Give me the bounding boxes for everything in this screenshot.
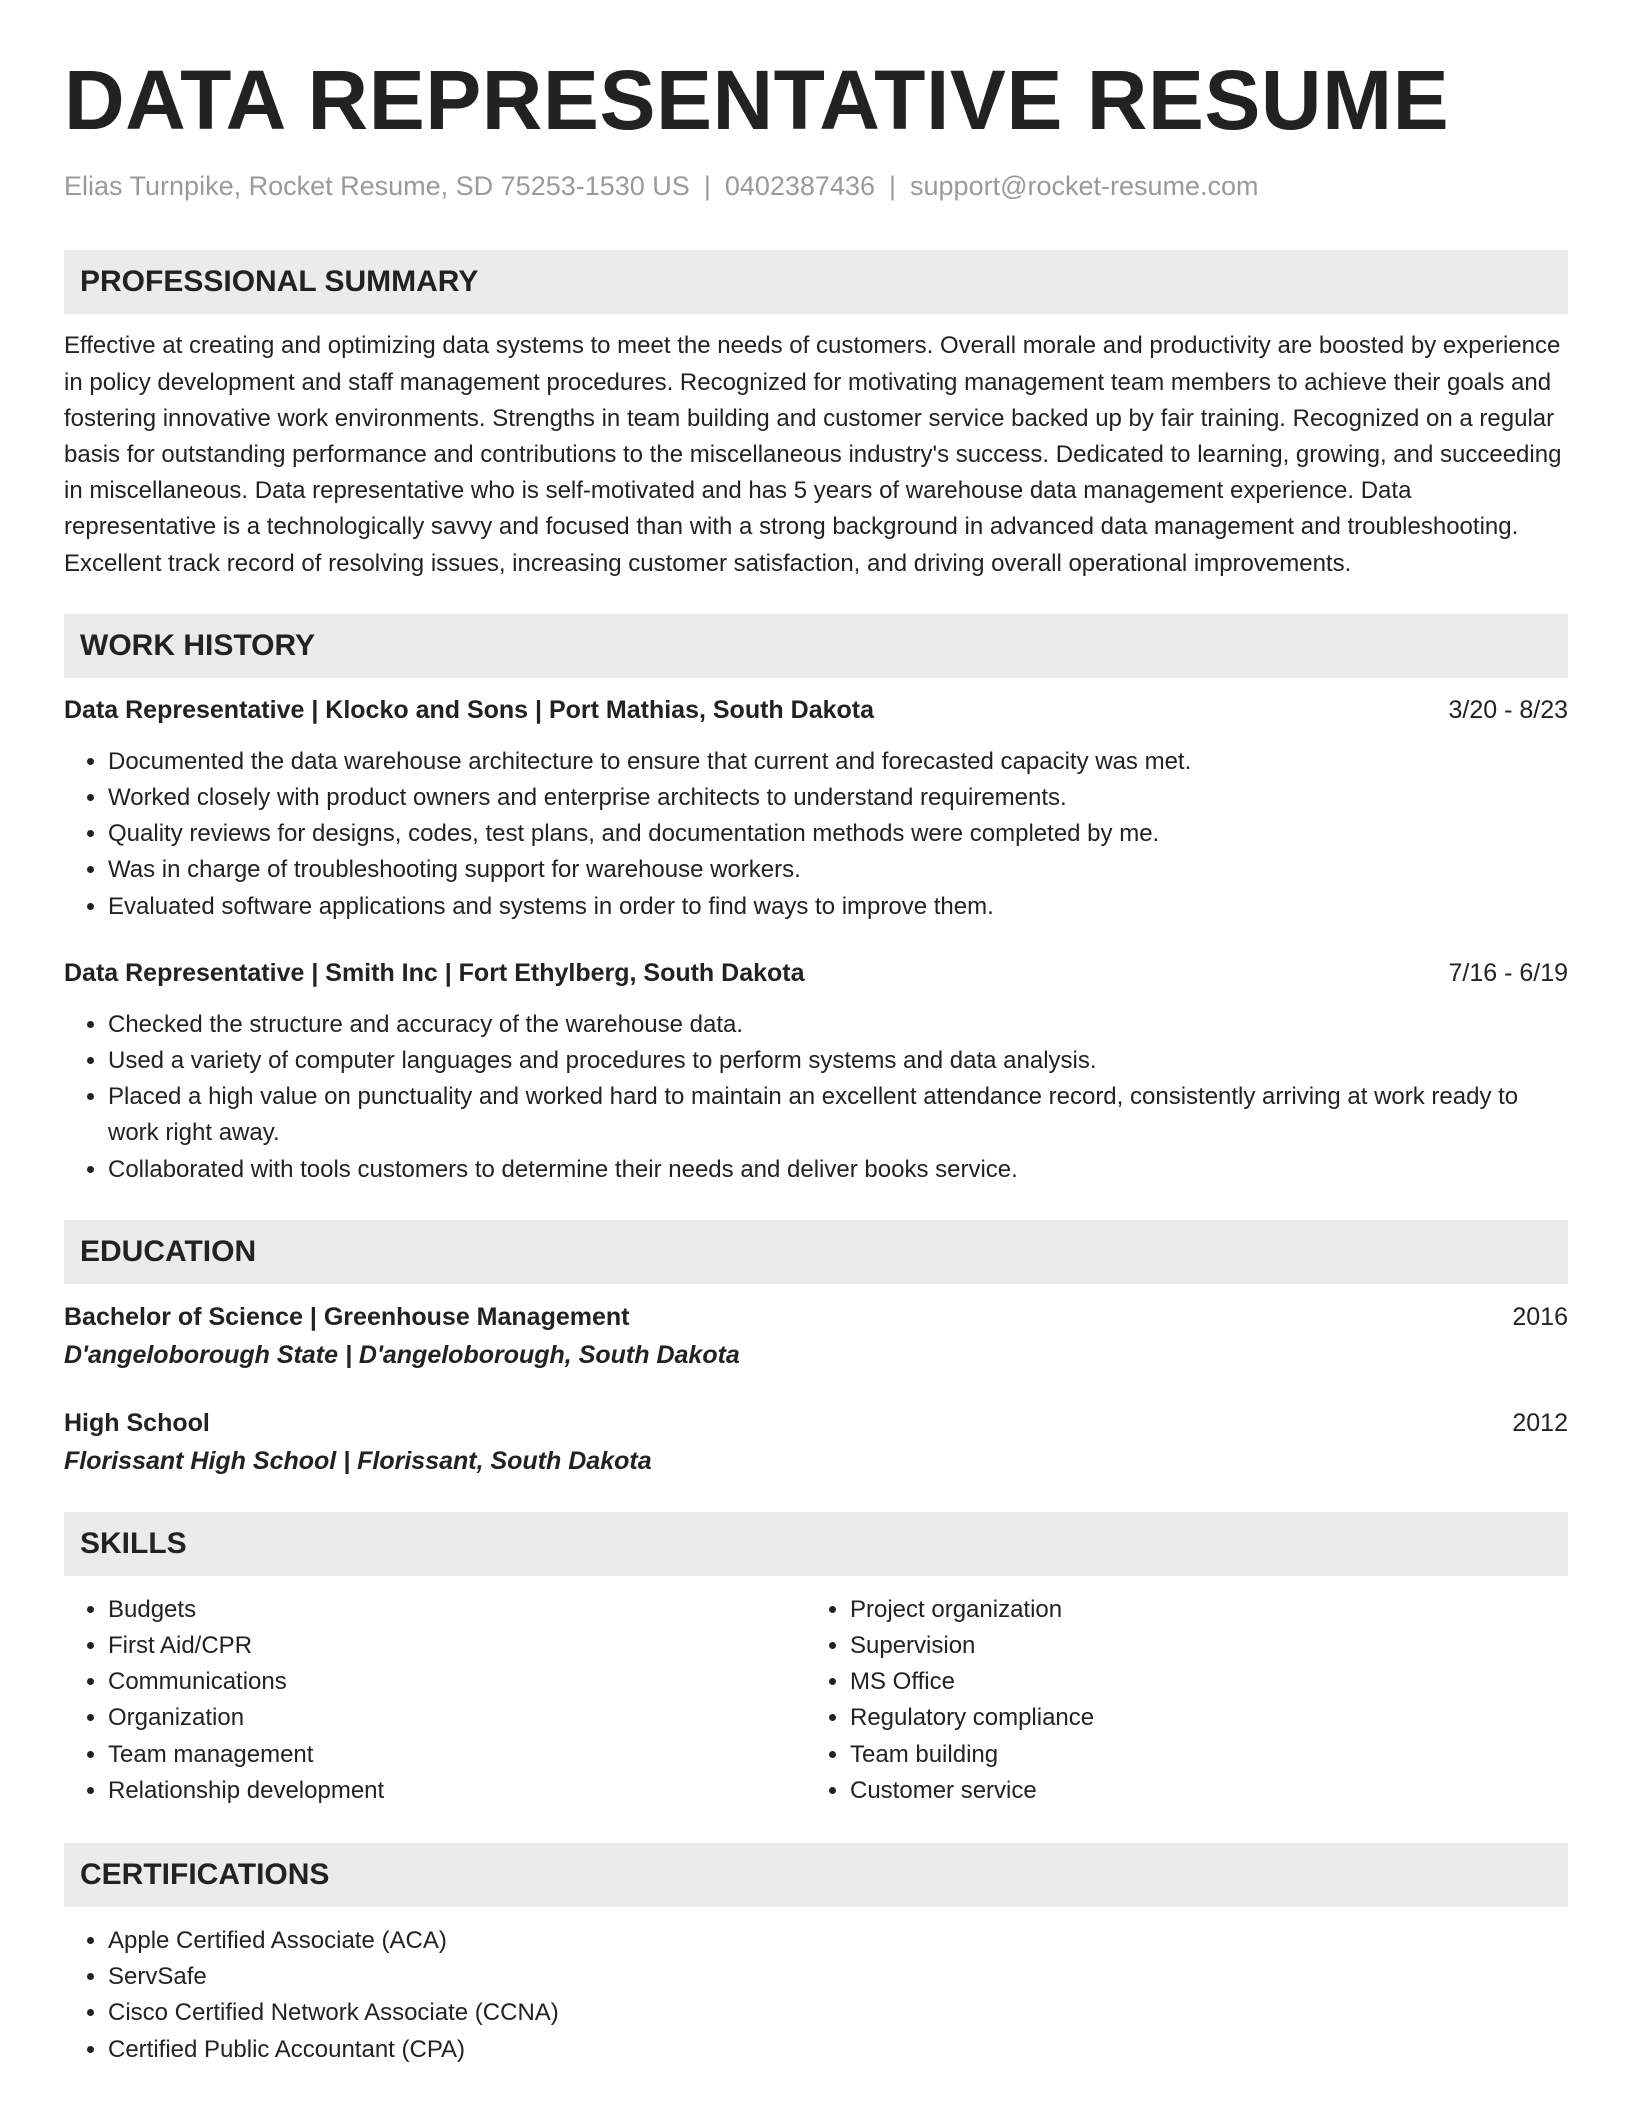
section-heading-certifications: CERTIFICATIONS [64, 1843, 1568, 1907]
contact-phone: 0402387436 [724, 171, 875, 201]
skills-column-1 [64, 1592, 806, 1809]
certification-item: • Cisco Certified Network Associate (CCNA) [108, 1995, 1568, 2031]
skill-item: • Organization [108, 1700, 806, 1736]
section-heading-work-history: WORK HISTORY [64, 614, 1568, 678]
job-bullet: • Was in charge of troubleshooting support for warehouse workers. [108, 852, 1568, 888]
job-bullet: • Placed a high value on punctuality and worked hard to maintain an excellent attendance record, consistently arriving at work ready to work right away. [108, 1079, 1568, 1151]
job-bullet: • Evaluated software applications and systems in order to find ways to improve them. [108, 889, 1568, 925]
job-bullet: • Documented the data warehouse architecture to ensure that current and forecasted capacity was met. [108, 744, 1568, 780]
contact-line [64, 170, 1568, 202]
certification-item: • Apple Certified Associate (ACA) [108, 1923, 1568, 1959]
contact-address: Elias Turnpike, Rocket Resume, SD 75253-1530 US [64, 171, 690, 201]
skill-item: • Project organization [850, 1592, 1506, 1628]
section-heading-skills: SKILLS [64, 1512, 1568, 1576]
job-dates: 3/20 - 8/23 [1448, 695, 1568, 724]
job-bullets [64, 744, 1568, 925]
education-header [64, 1298, 1568, 1336]
skill-item: • Team building [850, 1737, 1506, 1773]
skill-item: • Communications [108, 1664, 806, 1700]
education-entry [64, 1404, 1568, 1480]
skills-column-2 [806, 1592, 1506, 1809]
resume-title: DATA REPRESENTATIVE RESUME [64, 53, 1450, 147]
skill-item: • MS Office [850, 1664, 1506, 1700]
job-bullet: • Collaborated with tools customers to determine their needs and deliver books service. [108, 1152, 1568, 1188]
job-title: Data Representative | Klocko and Sons | Port Mathias, South Dakota [64, 695, 874, 724]
skill-item: • Regulatory compliance [850, 1700, 1506, 1736]
job-header [64, 955, 1568, 991]
contact-separator: | [703, 171, 711, 201]
skill-item: • Supervision [850, 1628, 1506, 1664]
skill-item: • Budgets [108, 1592, 806, 1628]
skill-item: • First Aid/CPR [108, 1628, 806, 1664]
certification-item: • Certified Public Accountant (CPA) [108, 2032, 1568, 2068]
summary-text: Effective at creating and optimizing data systems to meet the needs of customers. Overall morale and productivity are boosted by experience in policy development and staff management procedures. Recognized for motivating management team members to achieve their goals and fostering innovative work environments. Strengths in team building and customer service backed up by fair training. Recognized on a regular basis for outstanding performance and contributions to the miscellaneous industry's success. Dedicated to learning, growing, and succeeding in miscellaneous. Data representative who is self-motivated and has 5 years of warehouse data management experience. Data representative is a technologically savvy and focused than with a strong background in advanced data management and troubleshooting. Excellent track record of resolving issues, increasing customer satisfaction, and driving overall operational improvements. [64, 332, 1562, 577]
job-header [64, 692, 1568, 728]
section-heading-summary: PROFESSIONAL SUMMARY [64, 250, 1568, 314]
education-degree: High School [64, 1408, 210, 1437]
job-dates: 7/16 - 6/19 [1448, 958, 1568, 987]
job-bullets [64, 1007, 1568, 1188]
education-degree: Bachelor of Science | Greenhouse Management [64, 1302, 630, 1331]
certification-item: • ServSafe [108, 1959, 1568, 1995]
education-school: D'angeloborough State | D'angeloborough, South Dakota [64, 1340, 740, 1369]
job-title: Data Representative | Smith Inc | Fort Ethylberg, South Dakota [64, 958, 805, 987]
education-entry [64, 1298, 1568, 1374]
skills-list [64, 1592, 1568, 1809]
education-school: Florissant High School | Florissant, South Dakota [64, 1446, 652, 1475]
skill-item: • Team management [108, 1737, 806, 1773]
education-header [64, 1404, 1568, 1442]
job-bullet: • Worked closely with product owners and enterprise architects to understand requirements. [108, 780, 1568, 816]
skill-item: • Customer service [850, 1773, 1506, 1809]
job-entry [64, 955, 1568, 1188]
job-entry [64, 692, 1568, 925]
section-heading-education: EDUCATION [64, 1220, 1568, 1284]
job-bullet: • Checked the structure and accuracy of the warehouse data. [108, 1007, 1568, 1043]
certifications-list [64, 1923, 1568, 2068]
skill-item: • Relationship development [108, 1773, 806, 1809]
education-year: 2016 [1512, 1302, 1568, 1331]
job-bullet: • Used a variety of computer languages and procedures to perform systems and data analysis. [108, 1043, 1568, 1079]
education-year: 2012 [1512, 1408, 1568, 1437]
contact-email: support@rocket-resume.com [910, 171, 1259, 201]
job-bullet: • Quality reviews for designs, codes, test plans, and documentation methods were completed by me. [108, 816, 1568, 852]
contact-separator: | [889, 171, 897, 201]
